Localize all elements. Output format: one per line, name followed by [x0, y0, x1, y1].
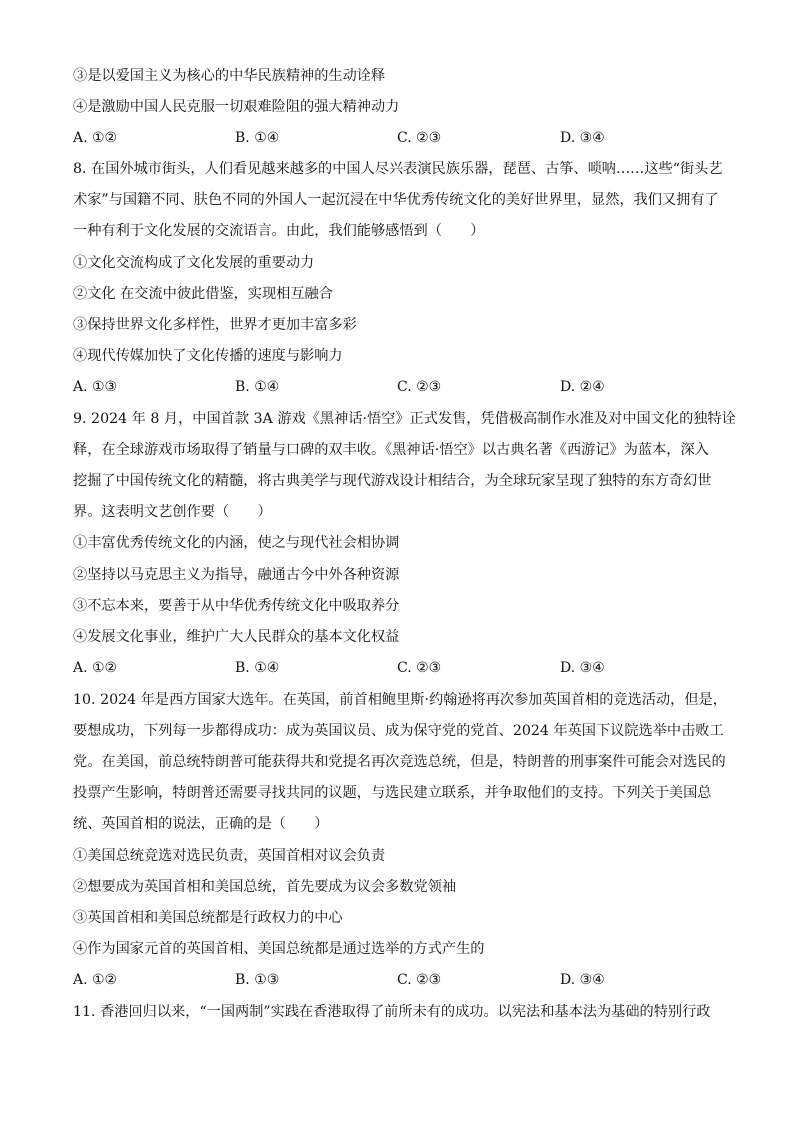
question-9-stem: 9. 2024 年 8 月，中国首款 3A 游戏《黑神话·悟空》正式发售，凭借极高制作水准及对中国文化的独特诠	[73, 411, 736, 427]
answer-choices-q10	[73, 970, 723, 990]
option-statement-3: ③不忘本来，要善于从中华优秀传统文化中吸取养分	[73, 598, 400, 614]
option-statement-2: ②想要成为英国首相和美国总统，首先要成为议会多数党领袖	[73, 879, 457, 895]
choice-d: D. ③④	[560, 972, 605, 988]
option-statement-4: ④作为国家元首的英国首相、美国总统都是通过选举的方式产生的	[73, 941, 485, 957]
option-statement-1: ①美国总统竞选对选民负责，英国首相对议会负责	[73, 848, 386, 864]
option-statement-2: ②坚持以马克思主义为指导，融通古今中外各种资源	[73, 567, 400, 583]
question-9-stem: 挖掘了中国传统文化的精髓，将古典美学与现代游戏设计相结合，为全球玩家呈现了独特的东方奇幻世	[73, 473, 712, 489]
choice-d: D. ③④	[560, 660, 605, 676]
choice-c: C. ②③	[397, 379, 442, 395]
choice-b: B. ①④	[235, 130, 280, 146]
option-statement-1: ①文化交流构成了文化发展的重要动力	[73, 255, 315, 271]
choice-b: B. ①④	[235, 379, 280, 395]
choice-b: B. ①③	[235, 972, 280, 988]
option-statement-1: ①丰富优秀传统文化的内涵，使之与现代社会相协调	[73, 535, 400, 551]
option-statement-2: ②文化 在交流中彼此借鉴，实现相互融合	[73, 286, 333, 302]
choice-a: A. ①②	[73, 130, 118, 146]
option-statement-4: ④现代传媒加快了文化传播的速度与影响力	[73, 348, 343, 364]
question-10-stem: 统、英国首相的说法，正确的是（ ）	[73, 816, 329, 832]
choice-b: B. ①④	[235, 660, 280, 676]
question-8-stem: 术家”与国籍不同、肤色不同的外国人一起沉浸在中华优秀传统文化的美好世界里，显然，我们又拥有了	[73, 192, 719, 208]
question-10-stem: 党。在美国，前总统特朗普可能获得共和党提名再次竞选总统，但是，特朗普的刑事案件可能会对选民的	[73, 754, 726, 770]
option-statement-3: ③是以爱国主义为核心的中华民族精神的生动诠释	[73, 68, 386, 84]
choice-c: C. ②③	[397, 660, 442, 676]
answer-choices-q7	[73, 128, 723, 148]
answer-choices-q8	[73, 377, 723, 397]
question-9-stem: 界。这表明文艺创作要（ ）	[73, 504, 272, 520]
question-11-stem: 11. 香港回归以来，“一国两制”实践在香港取得了前所未有的成功。以宪法和基本法为基础的特别行政	[73, 1004, 711, 1020]
question-9-stem: 释，在全球游戏市场取得了销量与口碑的双丰收。《黑神话·悟空》以古典名著《西游记》为蓝本，深入	[73, 442, 709, 458]
option-statement-3: ③保持世界文化多样性，世界才更加丰富多彩	[73, 317, 357, 333]
question-8-stem: 8. 在国外城市街头，人们看见越来越多的中国人尽兴表演民族乐器，琵琶、古筝、唢呐……这些“街头艺	[73, 161, 723, 177]
choice-d: D. ②④	[560, 379, 605, 395]
choice-a: A. ①②	[73, 660, 118, 676]
answer-choices-q9	[73, 658, 723, 678]
question-10-stem: 要想成功，下列每一步都得成功：成为英国议员、成为保守党的党首、2024 年英国下议院选举中击败工	[73, 723, 724, 739]
choice-c: C. ②③	[397, 130, 442, 146]
option-statement-3: ③英国首相和美国总统都是行政权力的中心	[73, 910, 343, 926]
choice-d: D. ③④	[560, 130, 605, 146]
question-8-stem: 一种有利于文化发展的交流语言。由此，我们能够感悟到（ ）	[73, 223, 485, 239]
option-statement-4: ④是激励中国人民克服一切艰难险阻的强大精神动力	[73, 99, 400, 115]
question-10-stem: 10. 2024 年是西方国家大选年。在英国，前首相鲍里斯·约翰逊将再次参加英国首相的竞选活动，但是，	[73, 692, 727, 708]
choice-a: A. ①②	[73, 972, 118, 988]
choice-c: C. ②③	[397, 972, 442, 988]
option-statement-4: ④发展文化事业，维护广大人民群众的基本文化权益	[73, 629, 400, 645]
choice-a: A. ①③	[73, 379, 118, 395]
question-10-stem: 投票产生影响，特朗普还需要寻找共同的议题，与选民建立联系，并争取他们的支持。下列关于美国总	[73, 785, 712, 801]
